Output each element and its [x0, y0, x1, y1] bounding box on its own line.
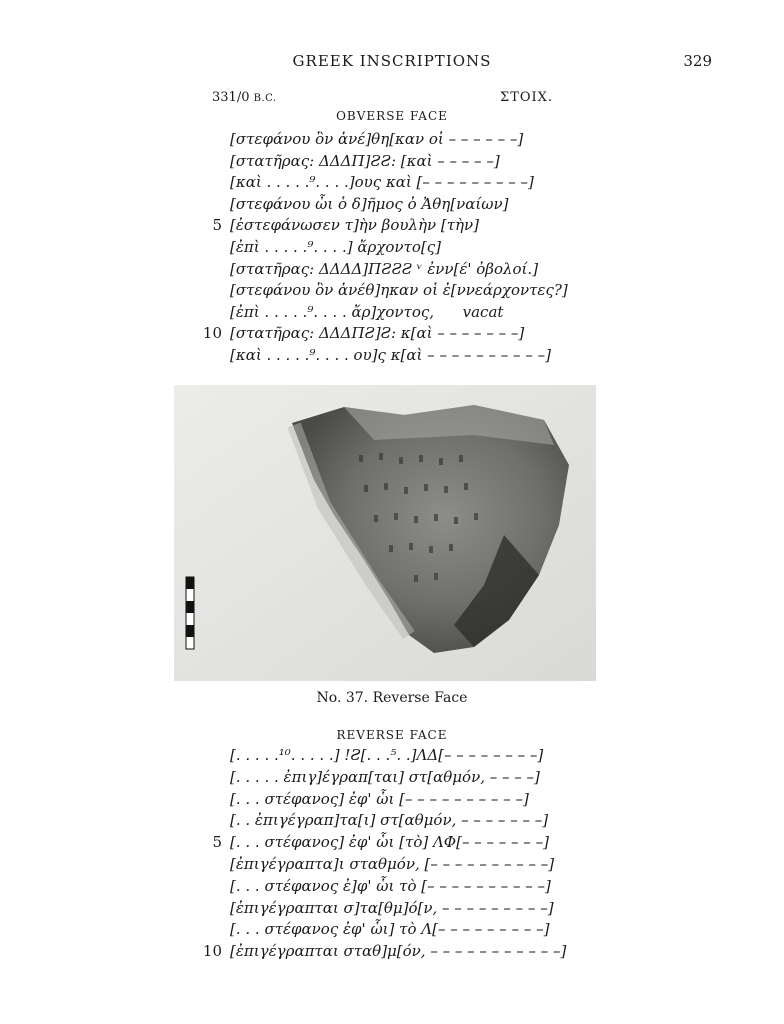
line-number: 10	[202, 324, 222, 343]
line-number	[200, 128, 222, 150]
inscription-line: [. . . στέφανος ἐφ' ὧι] τὸ Λ[– – – – – – – – –]	[230, 920, 550, 939]
line-number	[200, 171, 222, 193]
inscription-line: [καὶ . . . . .⁹. . . .]ους καὶ [– – – – – – – – –]	[230, 173, 534, 192]
obverse-heading: OBVERSE FACE	[336, 109, 448, 123]
line-number	[200, 193, 222, 215]
line-number	[200, 301, 222, 323]
inscription-line: [ἐπὶ . . . . .⁹. . . . ἄρ]χοντος, vacat	[230, 302, 504, 321]
running-head	[0, 52, 784, 72]
line-number	[200, 918, 222, 940]
inscribed-stone-fragment-image	[174, 385, 596, 681]
line-number	[200, 150, 222, 172]
inscription-line: [. . . στέφανος] ἐφ' ὧι [– – – – – – – – – –]	[230, 789, 529, 808]
inscription-line: [ἐπὶ . . . . .⁹. . . .] ἄρχοντο[ς]	[230, 238, 441, 256]
stone-photograph	[174, 385, 596, 681]
running-title: GREEK INSCRIPTIONS	[292, 52, 492, 70]
line-number	[200, 258, 222, 280]
line-number: 5	[212, 216, 222, 235]
inscription-line: [. . . στέφανος ἐ]φ' ὧι τὸ [– – – – – – – – – –]	[230, 876, 551, 895]
line-number	[200, 766, 222, 788]
line-number	[200, 809, 222, 831]
inscription-line: [στεφάνου ὃν ἀνέ]θη[καν οἱ – – – – – –]	[230, 130, 524, 148]
line-number	[200, 897, 222, 919]
inscription-line: [στατῆρας: ΔΔΔΔ]ΠƧƧƧ ᵛ ἐνν[έ' ὀβολοί.]	[230, 259, 539, 278]
inscription-line: [. . . . .¹⁰. . . . .] !Ƨ[. . .⁵. .]ΛΔ[– – – – – – – –]	[230, 746, 544, 764]
line-number	[200, 788, 222, 810]
line-number	[200, 744, 222, 766]
page-number: 329	[683, 52, 712, 70]
inscription-line: [. . . στέφανος] ἐφ' ὧι [τὸ] ΛΦ[– – – – – – –]	[230, 833, 549, 852]
date-year: 331/0	[212, 90, 250, 105]
scale-bar	[186, 577, 194, 649]
line-number	[200, 875, 222, 897]
inscription-line: [στεφάνου ὧι ὁ δ]ῆμος ὁ Ἀθη[ναίων]	[230, 194, 509, 213]
reverse-heading: REVERSE FACE	[336, 728, 448, 742]
inscription-line: [. . ἐπιγέγραπ]τα[ι] στ[αθμόν, – – – – – – –]	[230, 811, 549, 830]
inscription-line: [στατῆρας: ΔΔΔΠƧ]Ƨ: κ[αὶ – – – – – – –]	[230, 324, 525, 343]
inscription-line: [ἐπιγέγραπται σταθ]μ[όν, – – – – – – – – – – –]	[230, 942, 567, 961]
inscription-line: [ἐπιγέγραπται σ]τα[θμ]ό[ν, – – – – – – – – –]	[230, 898, 554, 917]
inscription-line: [καὶ . . . . .⁹. . . . ου]ς κ[αὶ – – – – – – – – – –]	[230, 346, 551, 364]
inscription-line: [στατῆρας: ΔΔΔΠ]ƧƧ: [καὶ – – – – –]	[230, 151, 500, 170]
line-number	[200, 853, 222, 875]
inscription-line: [στεφάνου ὃν ἀνέθ]ηκαν οἱ ἐ[ννεάρχοντες?]	[230, 281, 568, 300]
inscription-line: [ἐπιγέγραπτα]ι σταθμόν, [– – – – – – – – – –]	[230, 855, 555, 873]
inscription-line: [. . . . . ἐπιγ]έγραπ[ται] στ[αθμόν, – – – –]	[230, 767, 540, 786]
figure-caption: No. 37. Reverse Face	[316, 690, 468, 706]
date-era: B.C.	[253, 93, 277, 104]
line-number: 5	[212, 833, 222, 852]
line-number	[200, 236, 222, 258]
line-number	[200, 344, 222, 366]
stoichedon-label: ΣΤΟΙΧ.	[500, 90, 554, 105]
line-number	[200, 279, 222, 301]
line-number: 10	[202, 942, 222, 961]
inscription-line: [ἐστεφάνωσεν τ]ὴν βουλὴν [τὴν]	[230, 216, 479, 235]
date-line	[212, 90, 277, 105]
